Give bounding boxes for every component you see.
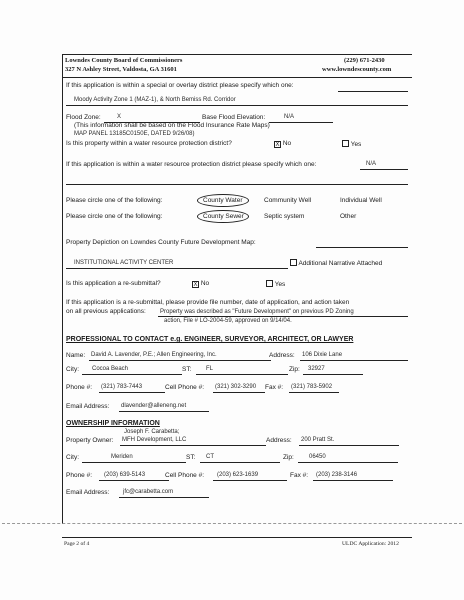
header-bottom-rule [62, 77, 412, 78]
resubmittal-yes[interactable] [266, 280, 285, 288]
prof-address-value: 106 Dixie Lane [302, 352, 343, 358]
owner-fax-label: Fax #: [290, 472, 309, 479]
prof-st-value: FL [206, 366, 214, 372]
owner-fax-line [313, 480, 393, 481]
owner-value: MFH Development, LLC [122, 437, 187, 443]
flood-elevation-label: Base Flood Elevation: [202, 114, 266, 121]
owner-city-line [82, 462, 186, 463]
water-option-individual-well[interactable]: Individual Well [340, 197, 382, 204]
owner-line [120, 445, 266, 446]
resubmittal-no-checkbox[interactable]: X [193, 282, 198, 288]
org-name: Lowndes County Board of Commissioners [65, 57, 183, 64]
narrative-attached-checkbox[interactable] [290, 259, 297, 266]
owner-cell-line [213, 480, 287, 481]
water-protection-specify-question: If this application is within a water resource protection district please specify which one: [66, 161, 317, 168]
owner-address-line [299, 445, 399, 446]
water-protection-extra-line [66, 184, 408, 185]
owner-label: Property Owner: [66, 437, 114, 444]
owner-st-line [200, 462, 280, 463]
overlay-question-line [338, 91, 408, 92]
owner-email-label: Email Address: [66, 489, 110, 496]
prof-phone-value: (321) 783-7443 [101, 384, 143, 390]
sewer-option-septic[interactable]: Septic system [264, 213, 305, 220]
resubmittal-question: Is this application a re-submittal? [66, 280, 161, 287]
owner-phone-label: Phone #: [66, 472, 93, 479]
owner-phone-line [99, 480, 169, 481]
water-protection-specify-answer: N/A [366, 161, 377, 167]
owner-address-label: Address: [266, 437, 292, 444]
flood-zone-value: X [117, 114, 122, 120]
prof-address-line [300, 360, 408, 361]
org-phone: (229) 671-2430 [344, 57, 385, 64]
owner-email-value: jfc@carabetta.com [123, 489, 174, 495]
water-option-community-well[interactable]: Community Well [264, 197, 312, 204]
professional-heading: PROFESSIONAL TO CONTACT e.g. ENGINEER, SURVEYOR, ARCHITECT, OR LAWYER [66, 336, 354, 343]
prof-cell-value: (321) 302-3290 [215, 384, 257, 390]
flood-elevation-line [269, 122, 333, 123]
owner-city-label: City: [66, 454, 79, 461]
prof-zip-line [303, 374, 363, 375]
flood-map-panel: MAP PANEL 13185C0150E, DATED 9/26/08) [74, 131, 195, 137]
water-option-county[interactable]: County Water [203, 197, 243, 204]
prof-email-line [119, 411, 209, 412]
owner-city-value: Meriden [111, 454, 133, 460]
future-dev-value: INSTITUTIONAL ACTIVITY CENTER [74, 260, 174, 266]
resubmittal-yes-label: Yes [274, 281, 286, 288]
resubmittal-no-label: No [200, 280, 210, 287]
prof-cell-line [213, 392, 265, 393]
owner-zip-line [298, 462, 398, 463]
footer-form-name: ULDC Application: 2012 [342, 541, 399, 547]
footer-page-number: Page 2 of 4 [64, 541, 90, 547]
owner-phone-value: (203) 639-5143 [104, 472, 146, 478]
water-protection-question: Is this property within a water resource protection district? [66, 140, 232, 147]
prof-name-label: Name: [66, 352, 86, 359]
narrative-attached-label: Additional Narrative Attached [298, 260, 383, 267]
prof-name-line [89, 360, 271, 361]
prof-fax-value: (321) 783-5902 [291, 384, 333, 390]
prof-fax-label: Fax #: [265, 384, 284, 391]
sewer-option-other[interactable]: Other [340, 213, 357, 220]
water-protection-no-checkbox[interactable]: X [275, 142, 280, 148]
owner-address-value: 200 Pratt St. [301, 437, 335, 443]
narrative-attached[interactable] [290, 259, 382, 267]
prof-cell-label: Cell Phone #: [165, 384, 205, 391]
prof-city-label: City: [66, 366, 79, 373]
prof-phone-label: Phone #: [66, 384, 93, 391]
prof-zip-label: Zip: [289, 366, 300, 373]
header-top-rule [62, 54, 412, 55]
owner-st-label: ST: [186, 454, 196, 461]
prof-zip-value: 32927 [308, 366, 325, 372]
prof-name-value: David A. Lavender, P.E.; Allen Engineering, Inc. [91, 352, 217, 358]
prof-email-label: Email Address: [66, 403, 110, 410]
flood-note: (This information shall be based on the Flood Insurance Rate Maps) [74, 122, 270, 129]
sewer-option-county[interactable]: County Sewer [203, 213, 244, 220]
overlay-answer: Moody Activity Zone 1 (MAZ-1), & North Bemiss Rd. Corridor [74, 97, 236, 103]
prof-city-value: Cocoa Beach [92, 366, 129, 372]
owner-zip-label: Zip: [283, 454, 294, 461]
prof-fax-line [289, 392, 339, 393]
resubmittal-answer-2: action, File # LO-2004-59, approved on 9/14/04. [164, 318, 292, 324]
owner-cell-label: Cell Phone #: [165, 472, 205, 479]
resubmittal-answer-1: Property was described as "Future Development" on previous PD Zoning [160, 309, 354, 315]
org-website: www.lowndescounty.com [322, 66, 392, 73]
owner-st-value: CT [206, 454, 214, 460]
org-address: 327 N Ashley Street, Valdosta, GA 31601 [65, 66, 177, 73]
owner-email-line [119, 497, 209, 498]
water-service-prompt: Please circle one of the following: [66, 197, 163, 204]
resubmittal-answer-line [158, 316, 408, 317]
overlay-answer-line [66, 105, 408, 106]
footer-rule [62, 537, 412, 538]
flood-elevation-value: N/A [284, 114, 295, 120]
sewer-service-prompt: Please circle one of the following: [66, 213, 163, 220]
overlay-question: If this application is within a special or overlay district please specify which one: [66, 82, 294, 89]
future-dev-label: Property Depiction on Lowndes County Future Development Map: [66, 239, 256, 246]
prof-phone-line [99, 392, 165, 393]
prof-email-value: dlavender@alleneng.net [121, 403, 187, 409]
owner-name-line1: Joseph F. Carabetta; [124, 429, 180, 435]
future-dev-value-line [66, 268, 288, 269]
flood-zone-label: Flood Zone: [66, 114, 101, 121]
future-dev-label-line [316, 247, 408, 248]
page-separator [2, 523, 462, 524]
owner-cell-value: (203) 623-1639 [217, 472, 259, 478]
ownership-heading: OWNERSHIP INFORMATION [66, 420, 160, 427]
resubmittal-yes-checkbox[interactable] [266, 280, 273, 287]
prof-city-line [82, 374, 182, 375]
prof-st-line [196, 374, 288, 375]
water-protection-no[interactable] [274, 140, 291, 148]
owner-zip-value: 06450 [309, 454, 326, 460]
water-protection-specify-line [360, 169, 408, 170]
water-protection-yes-label: Yes [350, 141, 362, 148]
resubmittal-instructions-1: If this application is a re-submittal, please provide file number, date of application, and action taken [66, 299, 350, 306]
owner-fax-value: (203) 238-3146 [316, 472, 358, 478]
water-protection-yes-checkbox[interactable] [342, 140, 349, 147]
prof-address-label: Address: [269, 352, 295, 359]
water-protection-yes[interactable] [342, 140, 361, 148]
prof-st-label: ST: [182, 366, 192, 373]
resubmittal-instructions-2: on all previous applications: [66, 308, 146, 315]
water-protection-no-label: No [282, 140, 292, 147]
resubmittal-no[interactable] [192, 280, 209, 288]
left-margin-rule [62, 54, 63, 524]
